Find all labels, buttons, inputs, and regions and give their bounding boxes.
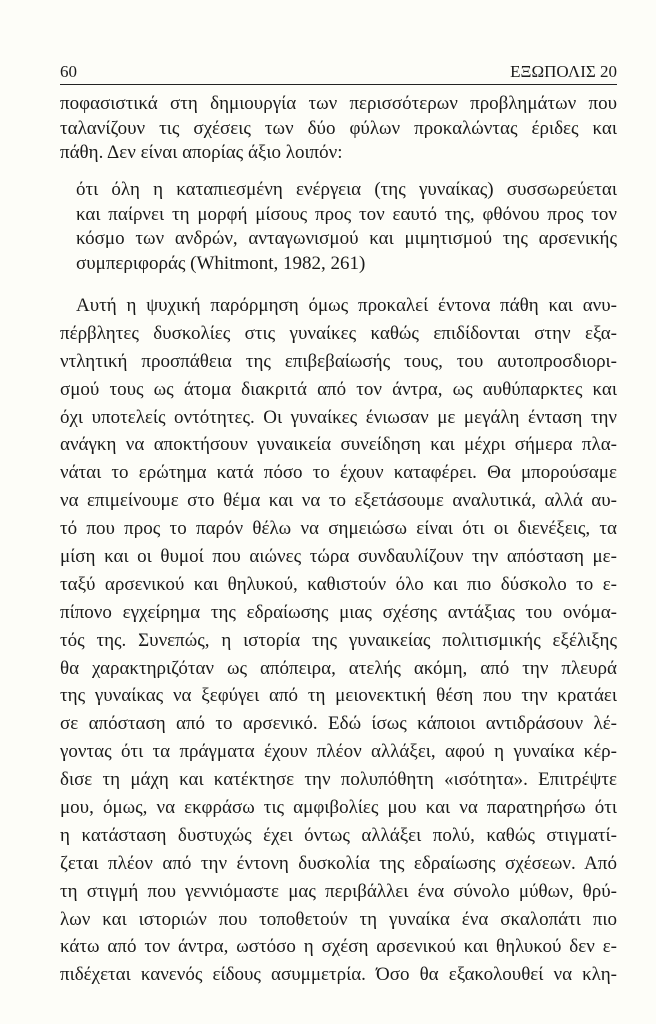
text-line: της γυναίκας να ξεφύγει από τη μειονεκτική θέση που την κρατάει <box>60 685 617 707</box>
text-line: πέρβλητες δυσκολίες στις γυναίκες καθώς επιδίδονται στην εξα- <box>60 322 617 344</box>
text-line: ντλητική προσπάθεια της επιβεβαίωσής τους, του αυτοπροσδιορι- <box>60 350 617 372</box>
text-line: να επιμείνουμε στο θέμα και να το εξετάσουμε αναλυτικά, αλλά αυ- <box>60 490 617 512</box>
text-line: λων και ιστοριών που τοποθετούν τη γυναίκα ένα σκαλοπάτι πιο <box>60 908 617 930</box>
text-line: γοντας ότι τα πράγματα έχουν πλέον αλλάξει, αφού η γυναίκα κέρ- <box>60 741 617 763</box>
text-line: τό που προς το παρόν θέλω να σημειώσω είναι ότι οι διενέξεις, τα <box>60 518 617 540</box>
text-line: τός της. Συνεπώς, η ιστορία της γυναικείας πολιτισμικής εξέλιξης <box>60 629 617 651</box>
text-line: πάθη. Δεν είναι απορίας άξιο λοιπόν: <box>60 142 343 163</box>
text-line: ταξύ αρσενικού και θηλυκού, καθιστούν όλο και πιο δύσκολο το ε- <box>60 573 617 595</box>
text-line: ταλανίζουν τις σχέσεις των δύο φύλων προκαλώντας έριδες και <box>60 117 617 139</box>
paragraph-intro <box>60 92 617 166</box>
text-line: σε απόσταση από το αρσενικό. Εδώ ίσως κάποιοι αντιδράσουν λέ- <box>60 713 617 735</box>
text-line: δισε τη μάχη και κατέκτησε την πολυπόθητη «ισότητα». Επιτρέψτε <box>60 769 617 791</box>
text-line: θα χαρακτηριζόταν ως απόπειρα, ατελής ακόμη, από την πλευρά <box>60 657 617 679</box>
block-quote <box>76 178 617 276</box>
text-line: μου, όμως, να εκφράσω τις αμφιβολίες μου και να παρατηρήσω ότι <box>60 797 617 819</box>
text-line: σμού τους ως άτομα διακριτά από τον άντρα, ως αυθύπαρκτες και <box>60 378 617 400</box>
text-line: μίση και οι θυμοί που αιώνες τώρα συνδαυλίζουν την απόσταση με- <box>60 546 617 568</box>
running-title: ΕΞΩΠΟΛΙΣ 20 <box>510 62 617 81</box>
text-line: τη στιγμή που γεννιόμαστε μας περιβάλλει ένα σύνολο μύθων, θρύ- <box>60 880 617 902</box>
text-line: πίπονο εγχείρημα της εδραίωσης μιας σχέσης αντάξιας του ονόμα- <box>60 601 617 623</box>
text-line: συμπεριφοράς (Whitmont, 1982, 261) <box>76 252 366 274</box>
text-line: ότι όλη η καταπιεσμένη ενέργεια (της γυναίκας) συσσωρεύεται <box>76 179 617 200</box>
text-line: κόσμο των ανδρών, ανταγωνισμού και μιμητισμού της αρσενικής <box>76 228 617 249</box>
text-line: και παίρνει τη μορφή μίσους προς τον εαυτό της, φθόνου προς τον <box>76 203 617 225</box>
text-line: Αυτή η ψυχική παρόρμηση όμως προκαλεί έντονα πάθη και ανυ- <box>76 295 617 316</box>
text-line: ζεται πλέον από την έντονη δυσκολία της εδραίωσης σχέσεων. Από <box>60 852 617 874</box>
paragraph-main <box>60 292 617 989</box>
text-line: ανάγκη να αποκτήσουν γυναικεία συνείδηση και μέχρι σήμερα πλα- <box>60 434 617 456</box>
text-line: η κατάσταση δυστυχώς έχει όντως αλλάξει πολύ, καθώς στιγματί- <box>60 824 617 846</box>
running-header <box>60 60 617 85</box>
text-line: κάτω από τον άντρα, ωστόσο η σχέση αρσενικού και θηλυκού δεν ε- <box>60 936 617 958</box>
text-line: όχι υποτελείς οντότητες. Οι γυναίκες ένιωσαν με μεγάλη ένταση την <box>60 406 617 428</box>
page-number: 60 <box>60 62 77 81</box>
text-line: πιδέχεται κανενός είδους ασυμμετρία. Όσο θα εξακολουθεί να κλη- <box>60 964 617 986</box>
text-line: ποφασιστικά στη δημιουργία των περισσότερων προβλημάτων που <box>60 93 617 114</box>
text-line: νάται το ερώτημα κατά πόσο το έχουν καταφέρει. Θα μπορούσαμε <box>60 462 617 484</box>
